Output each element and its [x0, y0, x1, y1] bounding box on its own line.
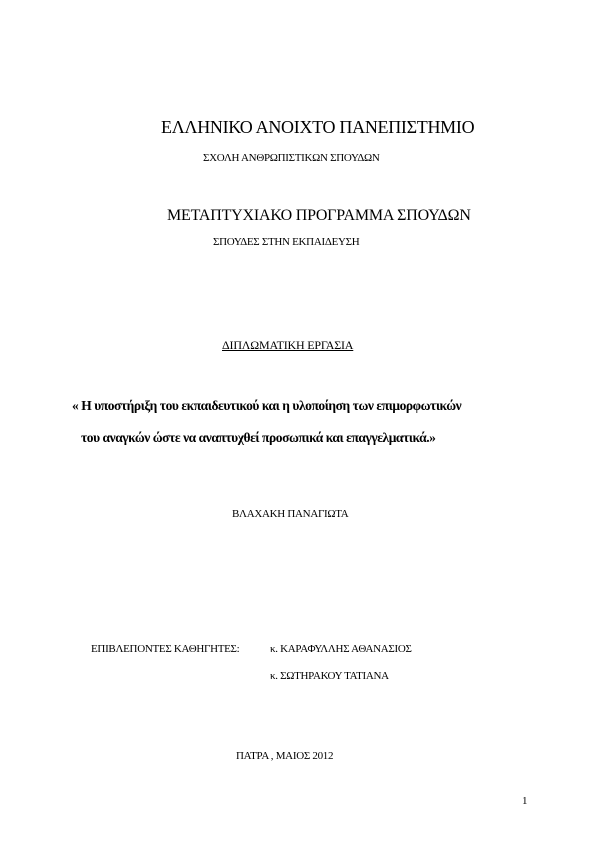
- thesis-title-line-1: « Η υποστήριξη του εκπαιδευτικού και η υλοποίηση των επιμορφωτικών: [72, 398, 462, 413]
- supervisors-label: ΕΠΙΒΛΕΠΟΝΤΕΣ ΚΑΘΗΓΗΤΕΣ:: [91, 643, 240, 655]
- page-number: 1: [522, 795, 528, 807]
- studies-name: ΣΠΟΥΔΕΣ ΣΤΗΝ ΕΚΠΑΙΔΕΥΣΗ: [213, 236, 360, 248]
- thesis-type: ΔΙΠΛΩΜΑΤΙΚΗ ΕΡΓΑΣΙΑ: [222, 338, 354, 352]
- author-name: ΒΛΑΧΑΚΗ ΠΑΝΑΓΙΩΤΑ: [232, 508, 349, 520]
- supervisor-name: κ. ΚΑΡΑΦΥΛΛΗΣ ΑΘΑΝΑΣΙΟΣ: [270, 643, 412, 655]
- school-name: ΣΧΟΛΗ ΑΝΘΡΩΠΙΣΤΙΚΩΝ ΣΠΟΥΔΩΝ: [203, 152, 380, 164]
- supervisor-name: κ. ΣΩΤΗΡΑΚΟΥ ΤΑΤΙΑΝΑ: [270, 670, 389, 682]
- place-date: ΠΑΤΡΑ , ΜΑΙΟΣ 2012: [236, 750, 334, 762]
- thesis-title-line-2: του αναγκών ώστε να αναπτυχθεί προσωπικά και επαγγελματικά.»: [81, 430, 436, 445]
- program-name: ΜΕΤΑΠΤΥΧΙΑΚΟ ΠΡΟΓΡΑΜΜΑ ΣΠΟΥΔΩΝ: [167, 207, 471, 224]
- university-name: ΕΛΛΗΝΙΚΟ ΑΝΟΙΧΤΟ ΠΑΝΕΠΙΣΤΗΜΙΟ: [161, 117, 475, 137]
